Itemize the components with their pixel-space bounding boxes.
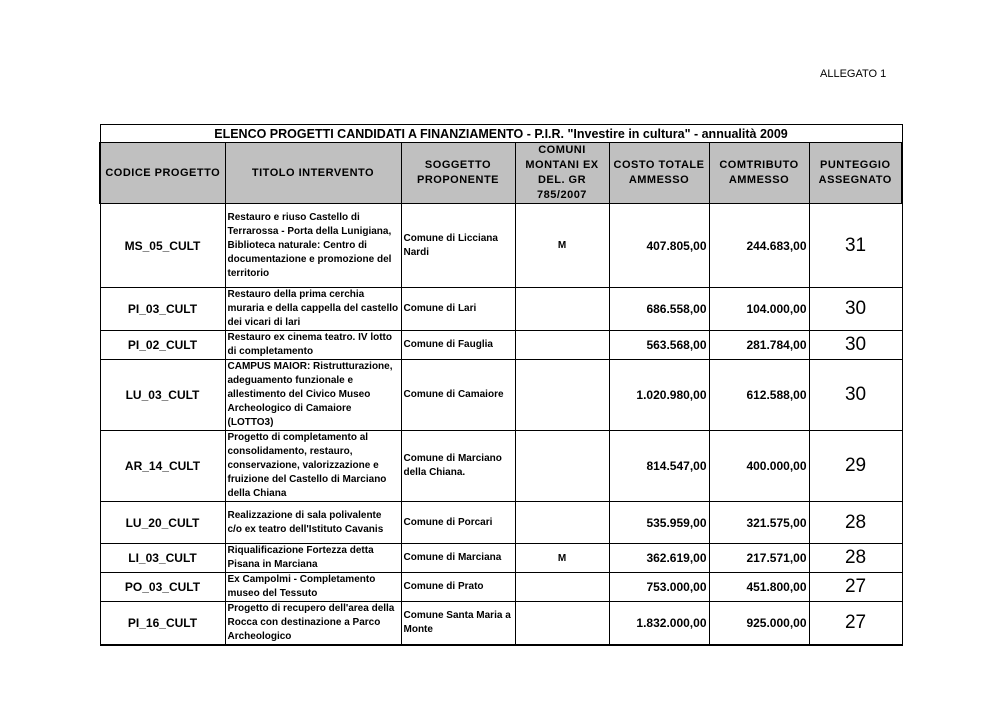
header-contributo: COMTRIBUTO AMMESSO [709,143,809,204]
table-row [100,573,902,602]
titolo-cell: Progetto di recupero dell'area della Rocca con destinazione a Parco Archeologico [225,602,401,646]
titolo-cell: Progetto di completamento al consolidamento, restauro, conservazione, valorizzazione e fruizione del Castello di Marciano della Chiana [225,431,401,502]
comuni-cell: M [515,544,609,573]
titolo-cell: CAMPUS MAIOR: Ristrutturazione, adeguamento funzionale e allestimento del Civico Museo Archeologico di Camaiore (LOTTO3) [225,360,401,431]
soggetto-cell: Comune Santa Maria a Monte [401,602,515,646]
allegato-label: ALLEGATO 1 [820,68,887,80]
punteggio-cell: 29 [809,431,902,502]
table-row [100,288,902,331]
comuni-cell [515,331,609,360]
comuni-cell: M [515,204,609,288]
table-row [100,331,902,360]
titolo-cell: Restauro ex cinema teatro. IV lotto di completamento [225,331,401,360]
codice-cell: LI_03_CULT [100,544,225,573]
soggetto-cell: Comune di Marciano della Chiana. [401,431,515,502]
soggetto-cell: Comune di Porcari [401,502,515,544]
soggetto-cell: Comune di Licciana Nardi [401,204,515,288]
contributo-cell: 400.000,00 [709,431,809,502]
soggetto-cell: Comune di Fauglia [401,331,515,360]
costo-cell: 1.832.000,00 [609,602,709,646]
costo-cell: 407.805,00 [609,204,709,288]
soggetto-cell: Comune di Marciana [401,544,515,573]
punteggio-cell: 28 [809,544,902,573]
header-punteggio: PUNTEGGIO ASSEGNATO [809,143,902,204]
contributo-cell: 104.000,00 [709,288,809,331]
comuni-cell [515,573,609,602]
contributo-cell: 612.588,00 [709,360,809,431]
comuni-cell [515,288,609,331]
titolo-cell: Realizzazione di sala polivalente c/o ex teatro dell'Istituto Cavanis [225,502,401,544]
table-row [100,360,902,431]
costo-cell: 753.000,00 [609,573,709,602]
header-costo: COSTO TOTALE AMMESSO [609,143,709,204]
comuni-cell [515,431,609,502]
header-soggetto: SOGGETTO PROPONENTE [401,143,515,204]
titolo-cell: Restauro della prima cerchia muraria e della cappella del castello dei vicari di lari [225,288,401,331]
contributo-cell: 281.784,00 [709,331,809,360]
projects-table [99,124,903,646]
costo-cell: 1.020.980,00 [609,360,709,431]
contributo-cell: 925.000,00 [709,602,809,646]
table-title: ELENCO PROGETTI CANDIDATI A FINANZIAMENTO - P.I.R. "Investire in cultura" - annualità 2009 [100,125,902,143]
table-row [100,431,902,502]
contributo-cell: 217.571,00 [709,544,809,573]
punteggio-cell: 27 [809,602,902,646]
codice-cell: PI_03_CULT [100,288,225,331]
punteggio-cell: 28 [809,502,902,544]
punteggio-cell: 27 [809,573,902,602]
table-row [100,602,902,646]
table-row [100,544,902,573]
costo-cell: 814.547,00 [609,431,709,502]
costo-cell: 535.959,00 [609,502,709,544]
punteggio-cell: 30 [809,360,902,431]
punteggio-cell: 30 [809,288,902,331]
contributo-cell: 244.683,00 [709,204,809,288]
soggetto-cell: Comune di Lari [401,288,515,331]
costo-cell: 686.558,00 [609,288,709,331]
contributo-cell: 451.800,00 [709,573,809,602]
header-codice: CODICE PROGETTO [100,143,225,204]
table-row [100,502,902,544]
comuni-cell [515,360,609,431]
titolo-cell: Ex Campolmi - Completamento museo del Tessuto [225,573,401,602]
codice-cell: PO_03_CULT [100,573,225,602]
codice-cell: PI_16_CULT [100,602,225,646]
header-titolo: TITOLO INTERVENTO [225,143,401,204]
table-row [100,204,902,288]
titolo-cell: Riqualificazione Fortezza detta Pisana in Marciana [225,544,401,573]
codice-cell: AR_14_CULT [100,431,225,502]
comuni-cell [515,602,609,646]
punteggio-cell: 31 [809,204,902,288]
costo-cell: 563.568,00 [609,331,709,360]
codice-cell: MS_05_CULT [100,204,225,288]
codice-cell: LU_20_CULT [100,502,225,544]
titolo-cell: Restauro e riuso Castello di Terrarossa - Porta della Lunigiana, Biblioteca naturale: Centro di documentazione e promozione del territorio [225,204,401,288]
header-comuni: COMUNI MONTANI EX DEL. GR 785/2007 [515,143,609,204]
soggetto-cell: Comune di Camaiore [401,360,515,431]
comuni-cell [515,502,609,544]
codice-cell: LU_03_CULT [100,360,225,431]
header-row [100,143,902,204]
contributo-cell: 321.575,00 [709,502,809,544]
costo-cell: 362.619,00 [609,544,709,573]
soggetto-cell: Comune di Prato [401,573,515,602]
codice-cell: PI_02_CULT [100,331,225,360]
punteggio-cell: 30 [809,331,902,360]
